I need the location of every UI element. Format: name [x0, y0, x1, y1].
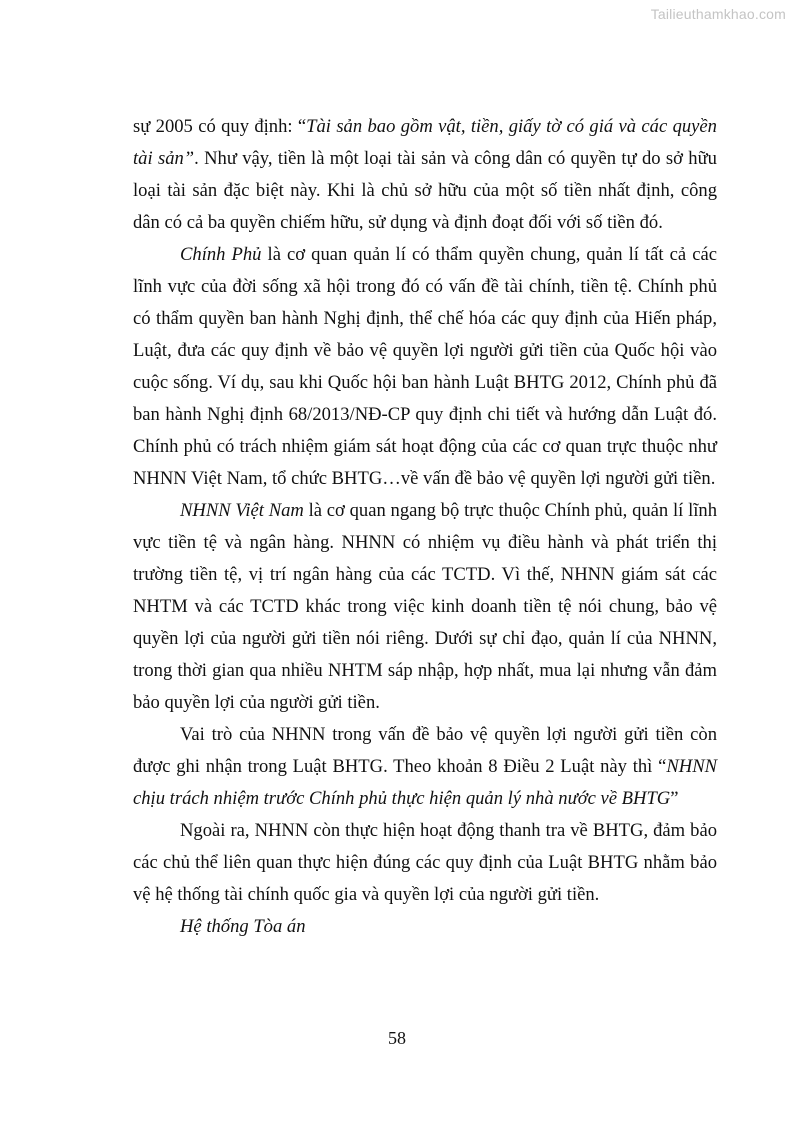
paragraph-3-body: là cơ quan ngang bộ trực thuộc Chính phủ, quản lí lĩnh vực tiền tệ và ngân hàng. NHNN có nhiệm vụ điều hành và phát triển thị trường tiền tệ, vị trí ngân hàng của các TCTD. Vì thế, NHNN giám sát các NHTM và các TCTD khác trong việc kinh doanh tiền tệ nói chung, bảo vệ quyền lợi của người gửi tiền nói riêng. Dưới sự chỉ đạo, quản lí của NHNN, trong thời gian qua nhiều NHTM sáp nhập, hợp nhất, mua lại nhưng vẫn đảm bảo quyền lợi của người gửi tiền.: [133, 500, 718, 713]
paragraph-3-lead: NHNN Việt Nam: [180, 500, 304, 521]
paragraph-4-quote: NHNN chịu trách nhiệm trước Chính phủ thực hiện quản lý nhà nước về BHTG: [133, 756, 717, 809]
paragraph-1-quote: Tài sản bao gồm vật, tiền, giấy tờ có giá và các quyền tài sản”: [133, 116, 717, 169]
paragraph-5-body: Ngoài ra, NHNN còn thực hiện hoạt động thanh tra về BHTG, đảm bảo các chủ thể liên quan thực hiện đúng các quy định của Luật BHTG nhằm bảo vệ hệ thống tài chính quốc gia và quyền lợi của người gửi tiền.: [133, 820, 717, 905]
document-body: [133, 111, 717, 943]
paragraph-state-bank-role: [133, 719, 717, 815]
paragraph-inspection: [133, 815, 717, 911]
paragraph-2-body: là cơ quan quản lí có thẩm quyền chung, quản lí tất cả các lĩnh vực của đời sống xã hội trong đó có vấn đề tài chính, tiền tệ. Chính phủ có thẩm quyền ban hành Nghị định, thể chế hóa các quy định của Hiến pháp, Luật, đưa các quy định về bảo vệ quyền lợi người gửi tiền của Quốc hội vào cuộc sống. Ví dụ, sau khi Quốc hội ban hành Luật BHTG 2012, Chính phủ đã ban hành Nghị định 68/2013/NĐ-CP quy định chi tiết và hướng dẫn Luật đó. Chính phủ có trách nhiệm giám sát hoạt động của các cơ quan trực thuộc như NHNN Việt Nam, tổ chức BHTG…về vấn đề bảo vệ quyền lợi người gửi tiền.: [133, 244, 717, 489]
paragraph-4-post: ”: [670, 788, 679, 809]
watermark-text: Tailieuthamkhao.com: [650, 6, 786, 22]
page-number: 58: [388, 1028, 406, 1048]
paragraph-1-post: . Như vậy, tiền là một loại tài sản và công dân có quyền tự do sở hữu loại tài sản đặc biệt này. Khi là chủ sở hữu của một số tiền nhất định, công dân có cả ba quyền chiếm hữu, sử dụng và định đoạt đối với số tiền đó.: [133, 148, 717, 233]
paragraph-state-bank: [133, 495, 717, 719]
paragraph-2-lead: Chính Phủ: [180, 244, 262, 265]
paragraph-government: [133, 239, 717, 495]
paragraph-1-pre: sự 2005 có quy định: “: [133, 116, 307, 137]
paragraph-4-pre: Vai trò của NHNN trong vấn đề bảo vệ quyền lợi người gửi tiền còn được ghi nhận trong Luật BHTG. Theo khoản 8 Điều 2 Luật này thì “: [133, 724, 717, 777]
paragraph-civil-code-quote: [133, 111, 717, 239]
section-heading-court-system: [133, 911, 717, 943]
paragraph-6-heading: Hệ thống Tòa án: [180, 916, 306, 937]
